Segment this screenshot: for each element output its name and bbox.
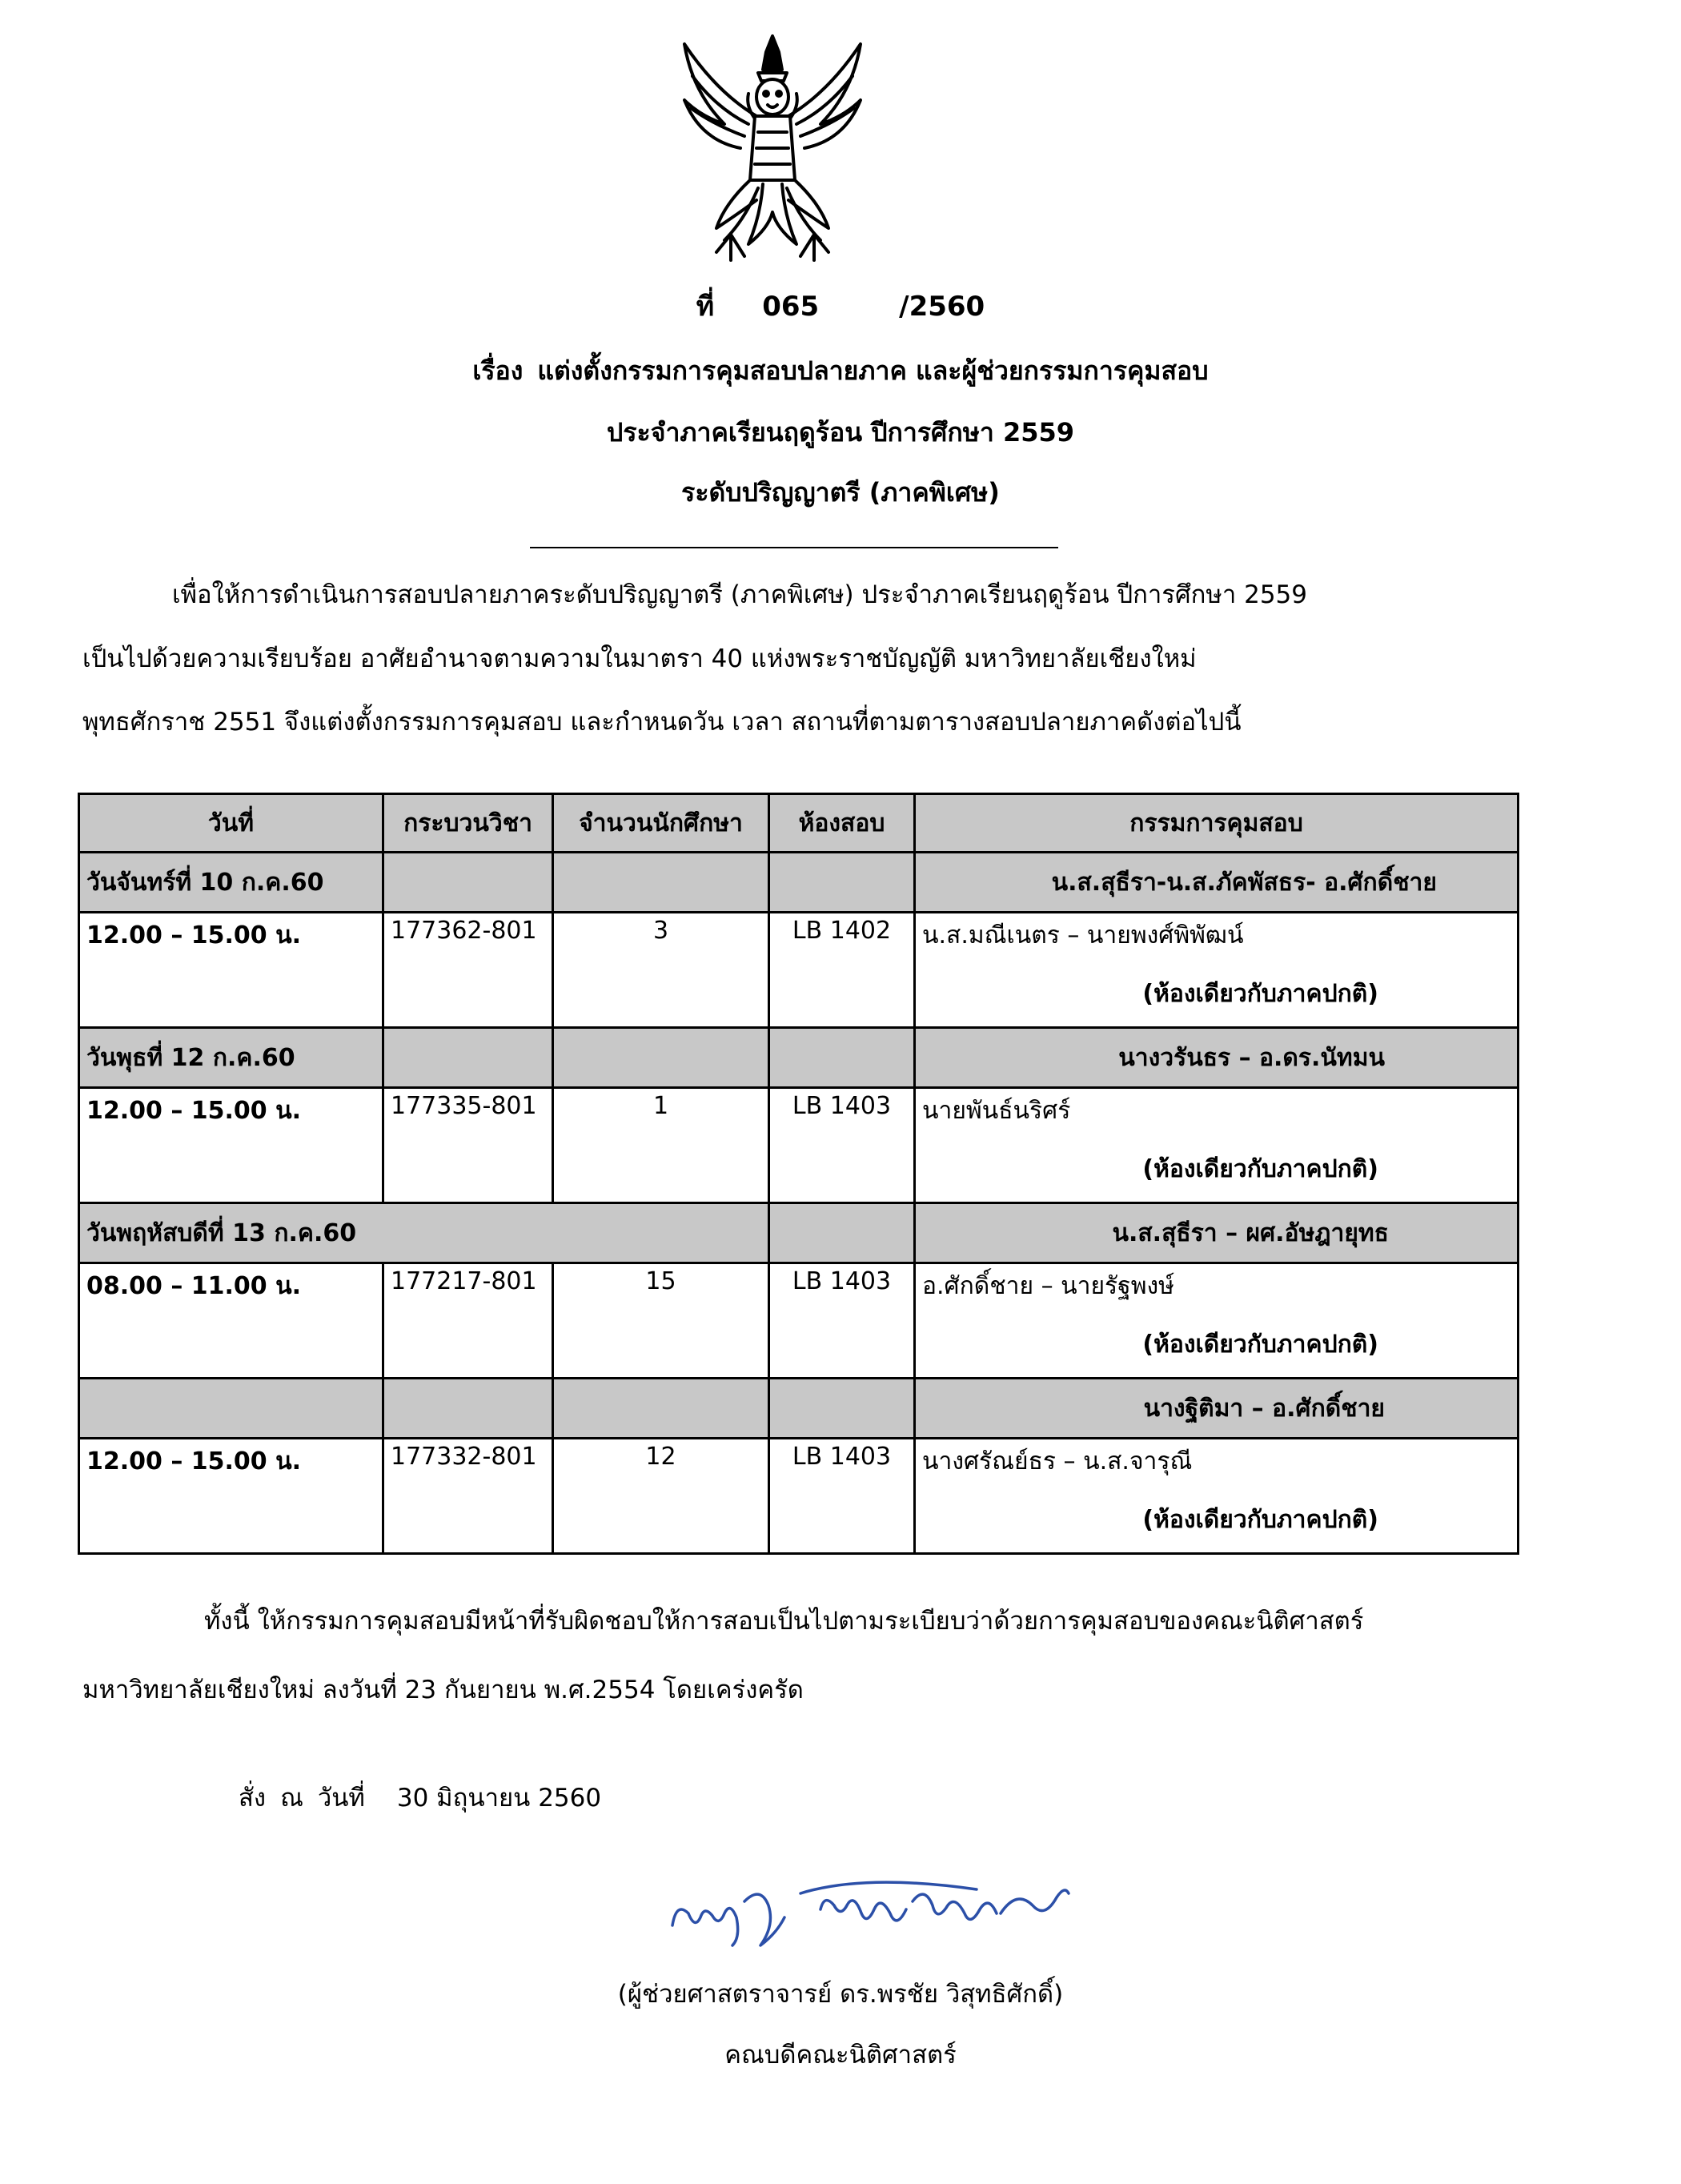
closing-line-2: มหาวิทยาลัยเชียงใหม่ ลงวันที่ 23 กันยายน พ.ศ.2554 โดยเคร่งครัด: [82, 1676, 804, 1704]
assistant-names: น.ส.มณีเนตร – นายพงศ์พิพัฒน์: [922, 921, 1244, 949]
day-row: [79, 1379, 1519, 1439]
day-row: [79, 1028, 1519, 1088]
number-value: 065: [762, 291, 820, 323]
exam-time: 12.00 – 15.00 น.: [79, 1439, 383, 1554]
exam-room: LB 1403: [769, 1088, 915, 1203]
head-invigilators: น.ส.สุธีรา – ผศ.อัษฎายุทธ: [915, 1203, 1519, 1263]
exam-students: 3: [553, 913, 769, 1028]
head-invigilators: นางวรันธร – อ.ดร.นัทมน: [915, 1028, 1519, 1088]
title-divider: [530, 547, 1058, 548]
assistant-names: อ.ศักดิ์ชาย – นายรัฐพงษ์: [922, 1272, 1174, 1300]
exam-invigilators: [915, 913, 1519, 1028]
intro-line-3: พุทธศักราช 2551 จึงแต่งตั้งกรรมการคุมสอบ และกำหนดวัน เวลา สถานที่ตามตารางสอบปลายภาคดังต่อไปนี้: [82, 708, 1242, 737]
exam-invigilators: [915, 1088, 1519, 1203]
head-invigilators: นางฐิติมา – อ.ศักดิ์ชาย: [915, 1379, 1519, 1439]
assistant-names: นางศรัณย์ธร – น.ส.จารุณี: [922, 1447, 1193, 1475]
exam-course: 177217-801: [383, 1263, 553, 1379]
table-row: [79, 1263, 1519, 1379]
exam-students: 1: [553, 1088, 769, 1203]
number-year: /2560: [899, 291, 985, 323]
day-date: [79, 1379, 383, 1439]
exam-students: 15: [553, 1263, 769, 1379]
date-value: 30 มิถุนายน 2560: [396, 1784, 602, 1813]
exam-time: 08.00 – 11.00 น.: [79, 1263, 383, 1379]
header-date: วันที่: [79, 794, 383, 853]
signed-date: [239, 1777, 601, 1817]
day-date: วันจันทร์ที่ 10 ก.ค.60: [79, 853, 383, 913]
document-number: [0, 284, 1681, 327]
level-line: ระดับปริญญาตรี (ภาคพิเศษ): [681, 477, 1000, 508]
exam-room: LB 1402: [769, 913, 915, 1028]
exam-room: LB 1403: [769, 1263, 915, 1379]
exam-schedule-table: [78, 793, 1519, 1555]
room-note: (ห้องเดียวกับภาคปกติ): [1142, 980, 1378, 1008]
signer-position: คณบดีคณะนิติศาสตร์: [724, 2041, 957, 2070]
intro-line-2: เป็นไปด้วยความเรียบร้อย อาศัยอำนาจตามความในมาตรา 40 แห่งพระราชบัญญัติ มหาวิทยาลัยเชียงใหม่: [82, 644, 1197, 673]
ordered-word: สั่ง: [239, 1784, 267, 1813]
table-row: [79, 1088, 1519, 1203]
assistant-names: นายพันธ์นริศร์: [922, 1097, 1071, 1125]
exam-course: 177335-801: [383, 1088, 553, 1203]
closing-line-1: ทั้งนี้ ให้กรรมการคุมสอบมีหน้าที่รับผิดชอบให้การสอบเป็นไปตามระเบียบว่าด้วยการคุมสอบของคณะนิติศาสตร์: [204, 1607, 1364, 1636]
day-date: วันพฤหัสบดีที่ 13 ก.ค.60: [79, 1203, 769, 1263]
signer-name: (ผู้ช่วยศาสตราจารย์ ดร.พรชัย วิสุทธิศักดิ์): [617, 1980, 1064, 2009]
day-row: [79, 853, 1519, 913]
header-students: จำนวนนักศึกษา: [553, 794, 769, 853]
at-word: ณ: [280, 1784, 303, 1813]
exam-time: 12.00 – 15.00 น.: [79, 1088, 383, 1203]
garuda-emblem-icon: [668, 28, 877, 272]
exam-course: 177362-801: [383, 913, 553, 1028]
exam-invigilators: [915, 1439, 1519, 1554]
signature-icon: [656, 1869, 1073, 1965]
table-row: [79, 1439, 1519, 1554]
room-note: (ห้องเดียวกับภาคปกติ): [1142, 1506, 1378, 1534]
header-room: ห้องสอบ: [769, 794, 915, 853]
exam-course: 177332-801: [383, 1439, 553, 1554]
room-note: (ห้องเดียวกับภาคปกติ): [1142, 1155, 1378, 1183]
header-course: กระบวนวิชา: [383, 794, 553, 853]
table-header-row: [79, 794, 1519, 853]
exam-students: 12: [553, 1439, 769, 1554]
intro-line-1: เพื่อให้การดำเนินการสอบปลายภาคระดับปริญญาตรี (ภาคพิเศษ) ประจำภาคเรียนฤดูร้อน ปีการศึกษา 2559: [172, 580, 1307, 609]
semester-line: ประจำภาคเรียนฤดูร้อน ปีการศึกษา 2559: [607, 417, 1074, 448]
exam-invigilators: [915, 1263, 1519, 1379]
head-invigilators: น.ส.สุธีรา-น.ส.ภัคพัสธร- อ.ศักดิ์ชาย: [915, 853, 1519, 913]
exam-room: LB 1403: [769, 1439, 915, 1554]
exam-time: 12.00 – 15.00 น.: [79, 913, 383, 1028]
subject-text: แต่งตั้งกรรมการคุมสอบปลายภาค และผู้ช่วยกรรมการคุมสอบ: [537, 355, 1209, 386]
subject-line: [0, 351, 1681, 391]
table-row: [79, 913, 1519, 1028]
number-label: ที่: [696, 291, 715, 323]
subject-label: เรื่อง: [472, 355, 524, 386]
header-invigilators: กรรมการคุมสอบ: [915, 794, 1519, 853]
day-date: วันพุธที่ 12 ก.ค.60: [79, 1028, 383, 1088]
date-label: วันที่: [317, 1784, 365, 1813]
room-note: (ห้องเดียวกับภาคปกติ): [1142, 1331, 1378, 1359]
day-row: [79, 1203, 1519, 1263]
